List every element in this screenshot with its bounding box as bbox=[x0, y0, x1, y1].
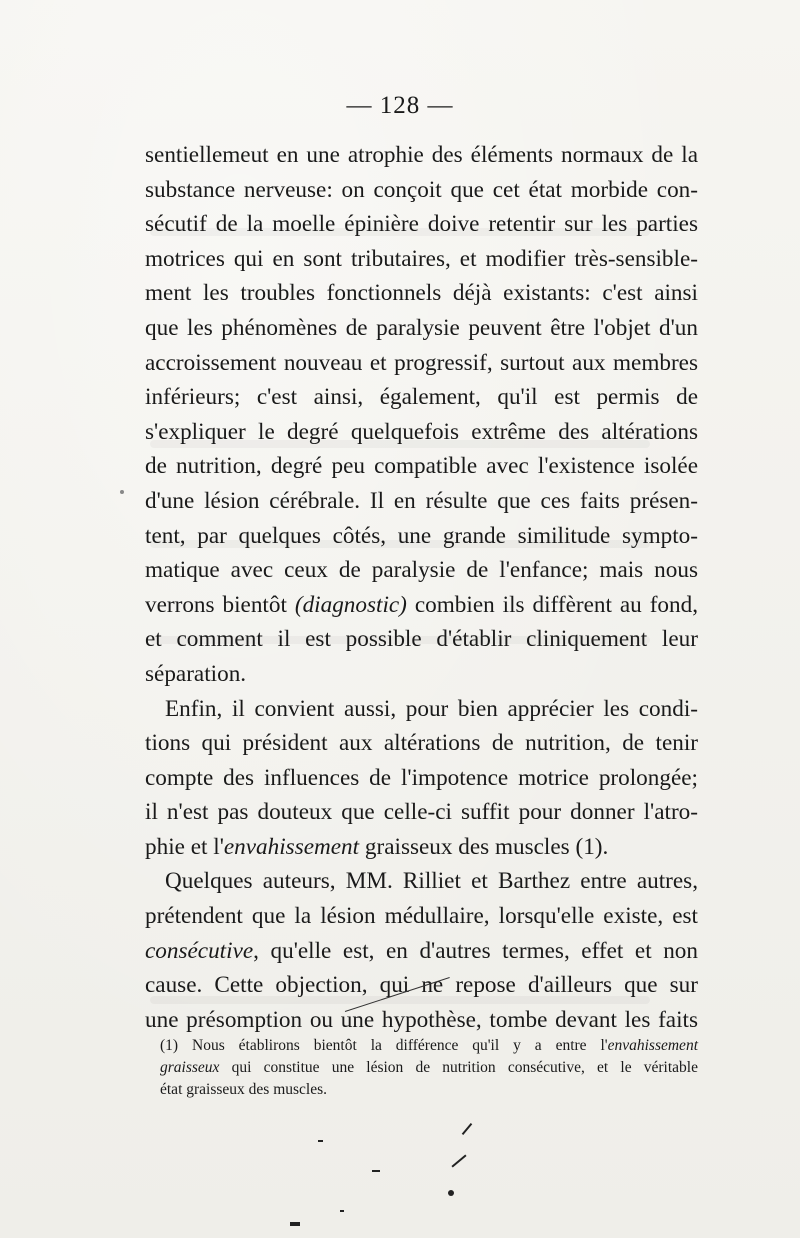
text-fragment: , qu'elle est, en d'autres termes, effet et non bbox=[253, 937, 698, 964]
footnote bbox=[160, 1035, 698, 1101]
text-line bbox=[145, 934, 698, 969]
text-fragment: (1) Nous établirons bientôt la différence qu'il y a entre l' bbox=[160, 1037, 608, 1054]
italic-term: consécutive bbox=[145, 937, 254, 964]
ink-speck bbox=[318, 1140, 323, 1142]
text-line: il n'est pas douteux que celle-ci suffit pour donner l'atro- bbox=[145, 799, 698, 826]
text-line: d'une lésion cérébrale. Il en résulte que ces faits présen- bbox=[145, 487, 698, 514]
text-fragment: combien ils diffèrent au fond, bbox=[414, 591, 698, 618]
ink-speck bbox=[451, 1154, 466, 1167]
text-line: une présomption ou une hypothèse, tombe devant les faits bbox=[145, 1006, 698, 1033]
text-line: tions qui président aux altérations de nutrition, de tenir bbox=[145, 730, 698, 757]
text-line: compte des influences de l'impotence motrice prolongée; bbox=[145, 764, 698, 791]
ink-speck bbox=[120, 490, 124, 494]
text-line: Quelques auteurs, MM. Rilliet et Barthez entre autres, bbox=[165, 868, 698, 895]
body-text bbox=[145, 138, 698, 1037]
text-line: de nutrition, degré peu compatible avec l'existence isolée bbox=[145, 453, 698, 480]
ink-speck bbox=[290, 1222, 300, 1226]
text-line: Enfin, il convient aussi, pour bien apprécier les condi- bbox=[165, 695, 698, 722]
text-line: inférieurs; c'est ainsi, également, qu'il est permis de bbox=[145, 384, 698, 411]
footnote-line: état graisseux des muscles. bbox=[160, 1081, 328, 1098]
footnote-line bbox=[160, 1035, 698, 1057]
ink-speck bbox=[462, 1123, 473, 1135]
text-line: et comment il est possible d'établir cliniquement leur bbox=[145, 626, 698, 653]
text-line: tent, par quelques côtés, une grande similitude sympto- bbox=[145, 522, 698, 549]
text-line: séparation. bbox=[145, 660, 247, 687]
footnote-line bbox=[160, 1057, 698, 1079]
text-line: substance nerveuse: on conçoit que cet état morbide con- bbox=[145, 176, 698, 203]
italic-term: envahissement bbox=[607, 1037, 698, 1054]
ink-speck bbox=[372, 1170, 380, 1172]
ink-speck bbox=[340, 1210, 344, 1212]
ink-speck bbox=[448, 1190, 454, 1196]
text-line: accroissement nouveau et progressif, surtout aux membres bbox=[145, 349, 698, 376]
text-line bbox=[145, 830, 698, 865]
italic-term: (diagnostic) bbox=[294, 591, 407, 618]
text-line: que les phénomènes de paralysie peuvent être l'objet d'un bbox=[145, 314, 698, 341]
text-line: sécutif de la moelle épinière doive retentir sur les parties bbox=[145, 211, 698, 238]
text-fragment: verrons bientôt bbox=[145, 591, 287, 618]
italic-term: envahissement bbox=[223, 833, 360, 860]
text-line: ment les troubles fonctionnels déjà existants: c'est ainsi bbox=[145, 280, 698, 307]
text-fragment: graisseux des muscles (1). bbox=[364, 833, 609, 860]
page-number: — 128 — bbox=[346, 92, 454, 119]
text-line: sentiellemeut en une atrophie des éléments normaux de la bbox=[145, 142, 698, 168]
text-line bbox=[145, 588, 698, 623]
text-fragment: phie et l' bbox=[145, 833, 224, 860]
italic-term: graisseux bbox=[160, 1059, 220, 1076]
text-line: motrices qui en sont tributaires, et modifier très-sensible- bbox=[145, 245, 698, 272]
text-line: cause. Cette objection, qui ne repose d'ailleurs que sur bbox=[145, 972, 698, 999]
text-line: matique avec ceux de paralysie de l'enfance; mais nous bbox=[145, 557, 698, 584]
text-fragment: qui constitue une lésion de nutrition consécutive, et le véritable bbox=[219, 1059, 698, 1076]
text-line: s'expliquer le degré quelquefois extrême des altérations bbox=[145, 418, 698, 445]
text-line: prétendent que la lésion médullaire, lorsqu'elle existe, est bbox=[145, 903, 698, 930]
